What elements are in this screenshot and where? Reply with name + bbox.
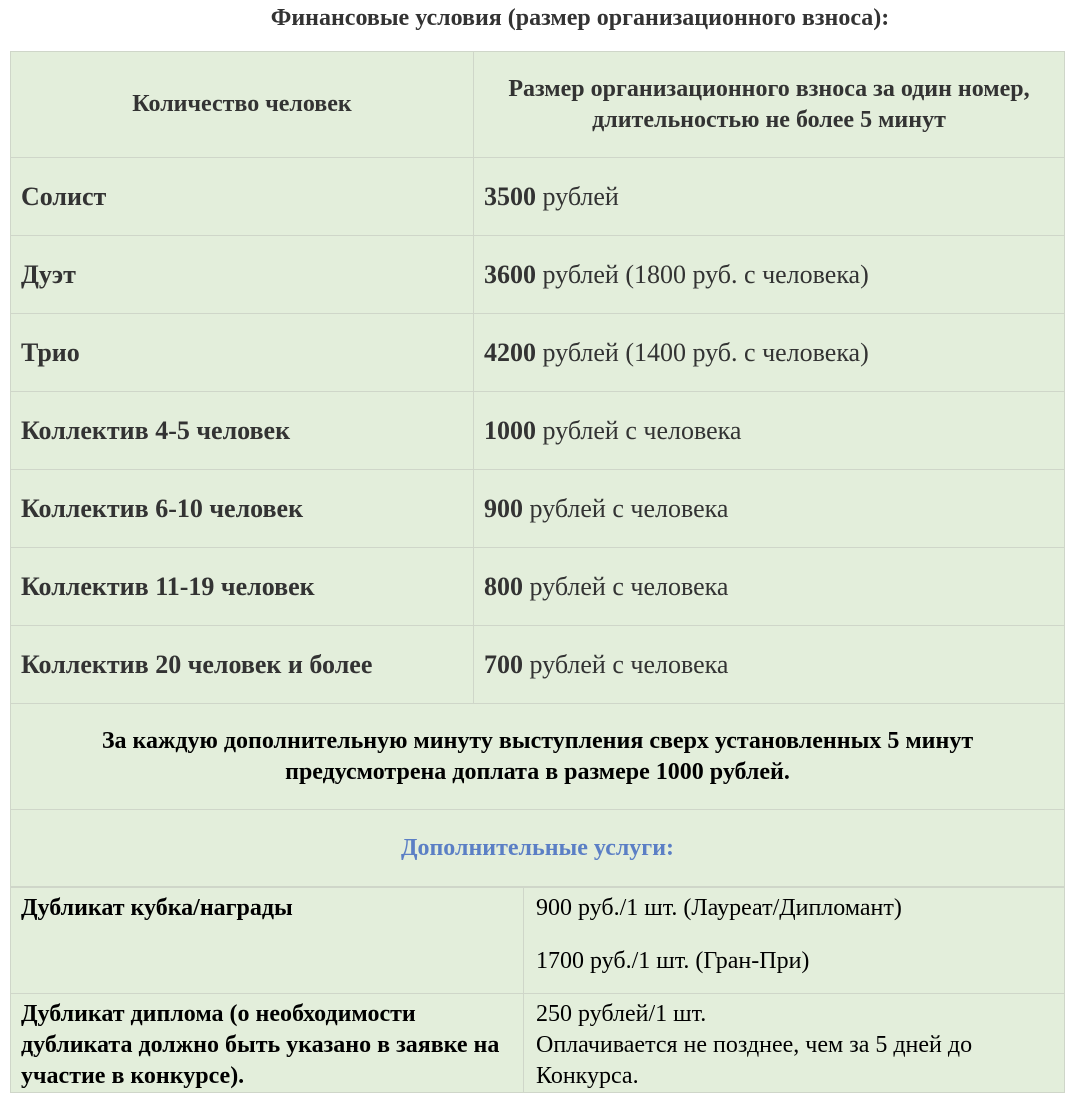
- table-header-row: [11, 52, 1065, 158]
- table-row: [11, 392, 1065, 470]
- service-price-line: 250 рублей/1 шт.: [536, 1001, 707, 1027]
- header-fee-size: Размер организационного взноса за один номер, длительностью не более 5 минут: [474, 52, 1065, 158]
- row-category: Коллектив 4-5 человек: [11, 392, 474, 470]
- service-price: [524, 994, 1065, 1093]
- fees-section: [10, 51, 1065, 1093]
- extra-services-table: [10, 887, 1065, 1093]
- service-price-line: 1700 руб./1 шт. (Гран-При): [536, 948, 810, 974]
- row-category: Солист: [11, 158, 474, 236]
- table-row: [11, 236, 1065, 314]
- table-row: [11, 470, 1065, 548]
- service-price: [524, 888, 1065, 994]
- fee-detail: рублей с человека: [523, 493, 729, 523]
- row-category: Коллектив 20 человек и более: [11, 626, 474, 704]
- service-price-line: Оплачивается не позднее, чем за 5 дней до Конкурса.: [536, 1032, 973, 1089]
- extra-minute-note: За каждую дополнительную минуту выступления сверх установленных 5 минут предусмотрена доплата в размере 1000 рублей.: [11, 704, 1065, 810]
- table-row: [11, 548, 1065, 626]
- table-row: [11, 994, 1065, 1093]
- service-label: Дубликат диплома (о необходимости дубликата должно быть указано в заявке на участие в конкурсе).: [11, 994, 524, 1093]
- row-fee: [474, 470, 1065, 548]
- page-title: Финансовые условия (размер организационного взноса):: [270, 5, 890, 31]
- row-category: Трио: [11, 314, 474, 392]
- fee-amount: 3600: [484, 259, 536, 289]
- header-people-count: Количество человек: [11, 52, 474, 158]
- extra-services-title: Дополнительные услуги:: [11, 810, 1065, 887]
- row-fee: [474, 236, 1065, 314]
- row-fee: [474, 392, 1065, 470]
- fee-detail: рублей: [536, 181, 619, 211]
- table-row: [11, 158, 1065, 236]
- row-category: Коллектив 11-19 человек: [11, 548, 474, 626]
- table-row: [11, 626, 1065, 704]
- note-row: [11, 704, 1065, 810]
- row-fee: [474, 314, 1065, 392]
- fee-amount: 4200: [484, 337, 536, 367]
- fee-amount: 700: [484, 649, 523, 679]
- row-fee: [474, 158, 1065, 236]
- service-price-line: 900 руб./1 шт. (Лауреат/Дипломант): [536, 895, 902, 921]
- fee-amount: 900: [484, 493, 523, 523]
- fee-detail: рублей (1800 руб. с человека): [536, 259, 869, 289]
- row-fee: [474, 626, 1065, 704]
- row-category: Дуэт: [11, 236, 474, 314]
- extra-services-title-row: [11, 810, 1065, 887]
- table-row: [11, 314, 1065, 392]
- fee-detail: рублей (1400 руб. с человека): [536, 337, 869, 367]
- fee-detail: рублей с человека: [536, 415, 742, 445]
- row-category: Коллектив 6-10 человек: [11, 470, 474, 548]
- fees-table: [10, 51, 1065, 887]
- table-row: [11, 888, 1065, 994]
- fee-detail: рублей с человека: [523, 571, 729, 601]
- row-fee: [474, 548, 1065, 626]
- fee-detail: рублей с человека: [523, 649, 729, 679]
- fee-amount: 800: [484, 571, 523, 601]
- fee-amount: 1000: [484, 415, 536, 445]
- service-label: Дубликат кубка/награды: [11, 888, 524, 994]
- fee-amount: 3500: [484, 181, 536, 211]
